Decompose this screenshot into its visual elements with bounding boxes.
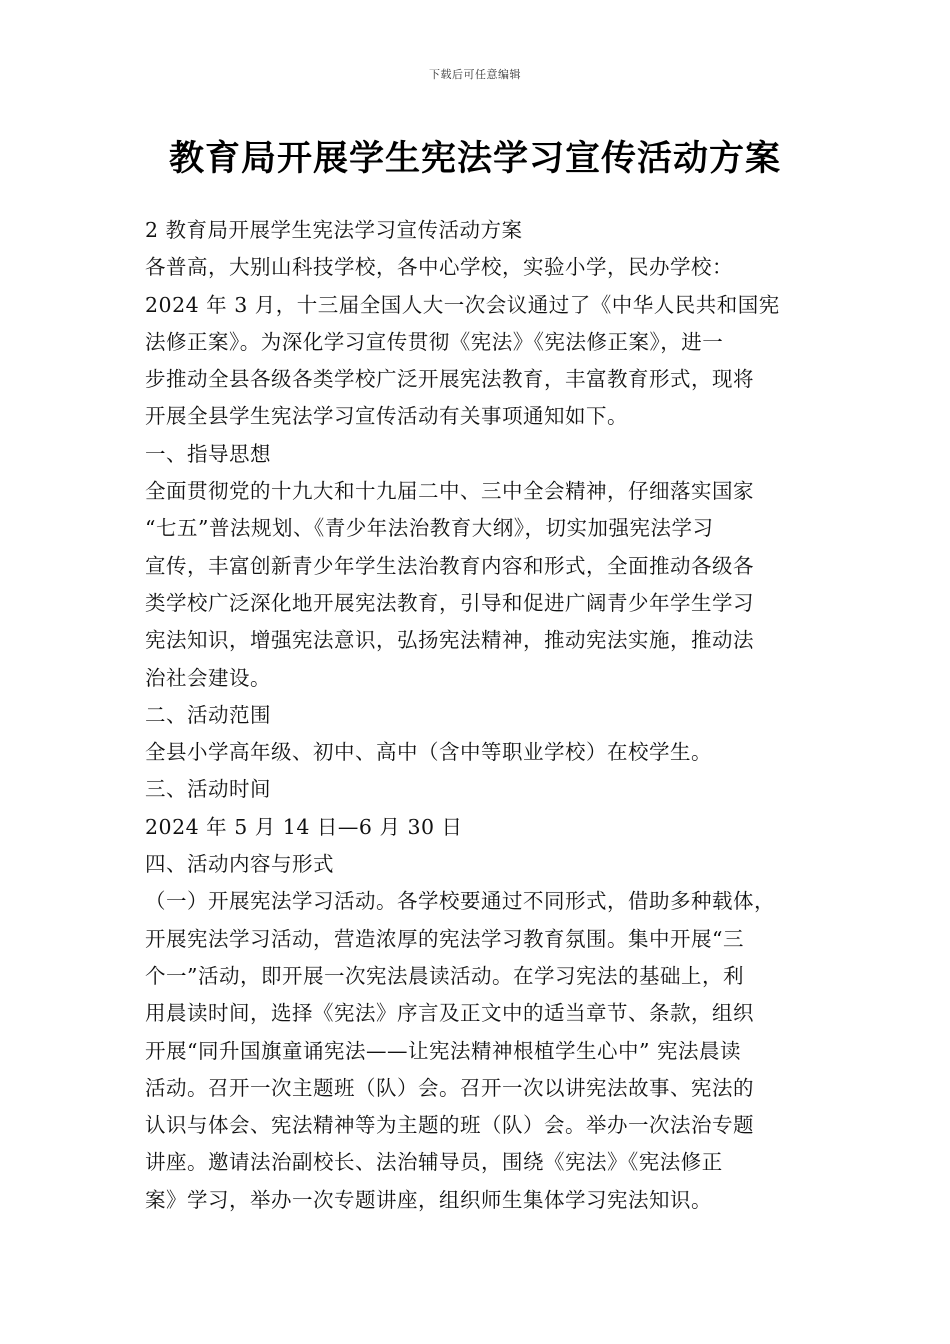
paragraph-line: 用晨读时间，选择《宪法》序言及正文中的适当章节、条款，组织 [145, 1001, 754, 1026]
paragraph-line: 个一”活动，即开展一次宪法晨读活动。在学习宪法的基础上，利 [145, 963, 744, 988]
section-heading-scope: 二、活动范围 [145, 702, 271, 727]
paragraph-line: 2024 年 5 月 14 日—6 月 30 日 [145, 814, 463, 839]
header-note: 下载后可任意编辑 [429, 68, 521, 81]
paragraph-line: 活动。召开一次主题班（队）会。召开一次以讲宪法故事、宪法的 [145, 1075, 754, 1100]
document-body [145, 212, 805, 1219]
paragraph-line: 开展全县学生宪法学习宣传活动有关事项通知如下。 [145, 404, 628, 429]
paragraph-line: （一）开展宪法学习活动。各学校要通过不同形式，借助多种载体， [145, 889, 775, 914]
paragraph-line: 2024 年 3 月，十三届全国人大一次会议通过了《中华人民共和国宪 [145, 292, 780, 317]
paragraph-line: “七五”普法规划、《青少年法治教育大纲》，切实加强宪法学习 [145, 516, 714, 541]
paragraph-line: 认识与体会、宪法精神等为主题的班（队）会。举办一次法治专题 [145, 1113, 754, 1138]
paragraph-line: 全面贯彻党的十九大和十九届二中、三中全会精神，仔细落实国家 [145, 479, 754, 504]
paragraph-line: 宪法知识，增强宪法意识，弘扬宪法精神，推动宪法实施，推动法 [145, 628, 754, 653]
paragraph-line: 治社会建设。 [145, 665, 271, 690]
subtitle-line: 2 教育局开展学生宪法学习宣传活动方案 [145, 218, 523, 242]
section-heading-content: 四、活动内容与形式 [145, 852, 334, 877]
paragraph-line: 步推动全县各级各类学校广泛开展宪法教育，丰富教育形式，现将 [145, 367, 754, 392]
paragraph-line: 讲座。邀请法治副校长、法治辅导员，围绕《宪法》《宪法修正 [145, 1150, 723, 1175]
document-title: 教育局开展学生宪法学习宣传活动方案 [168, 138, 781, 179]
paragraph-line: 开展宪法学习活动，营造浓厚的宪法学习教育氛围。集中开展“三 [145, 926, 744, 951]
paragraph-line: 开展“同升国旗童诵宪法——让宪法精神根植学生心中” 宪法晨读 [145, 1038, 741, 1063]
paragraph-line: 类学校广泛深化地开展宪法教育，引导和促进广阔青少年学生学习 [145, 590, 754, 615]
paragraph-line: 全县小学高年级、初中、高中（含中等职业学校）在校学生。 [145, 740, 712, 765]
paragraph-line: 案》学习，举办一次专题讲座，组织师生集体学习宪法知识。 [145, 1187, 712, 1212]
section-heading-guiding-thought: 一、指导思想 [145, 441, 271, 466]
addressee-line: 各普高，大别山科技学校，各中心学校，实验小学，民办学校： [145, 255, 733, 280]
section-heading-time: 三、活动时间 [145, 777, 271, 802]
paragraph-line: 宣传，丰富创新青少年学生法治教育内容和形式，全面推动各级各 [145, 553, 754, 578]
paragraph-line: 法修正案》。为深化学习宣传贯彻《宪法》《宪法修正案》，进一 [145, 329, 724, 354]
